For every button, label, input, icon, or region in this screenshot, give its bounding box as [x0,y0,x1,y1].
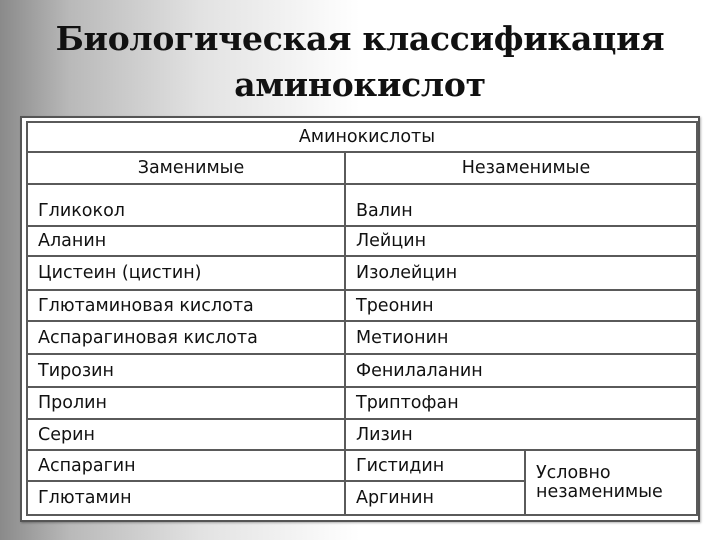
replaceable-cell: Аспарагиновая кислота [27,321,345,354]
replaceable-cell: Пролин [27,387,345,419]
table-row [27,419,697,450]
essential-cell: Изолейцин [345,256,697,290]
essential-cell: Гистидин [345,450,525,481]
table-row [27,290,697,321]
table-row [27,450,697,481]
conditional-label-line-1: Условно [536,462,611,483]
replaceable-cell: Серин [27,419,345,450]
essential-cell: Лизин [345,419,697,450]
essential-cell: Метионин [345,321,697,354]
title-line-2: аминокислот [234,65,486,104]
replaceable-cell: Глютаминовая кислота [27,290,345,321]
title-line-1: Биологическая классификация [55,19,665,58]
replaceable-cell: Цистеин (цистин) [27,256,345,290]
table-caption: Аминокислоты [27,122,697,152]
table-row [27,226,697,256]
table-row [27,256,697,290]
table-row [27,387,697,419]
replaceable-cell: Тирозин [27,354,345,387]
table-caption-row [27,122,697,152]
essential-cell: Валин [345,196,697,226]
table-row [27,196,697,226]
table-row [27,354,697,387]
amino-acid-table [26,121,698,516]
spacer-cell-left [27,184,345,196]
essential-cell: Лейцин [345,226,697,256]
table-spacer-row [27,184,697,196]
spacer-cell-right [345,184,697,196]
conditional-label-line-2: незаменимые [536,481,663,502]
table-row [27,321,697,354]
replaceable-cell: Глютамин [27,481,345,515]
essential-cell: Фенилаланин [345,354,697,387]
essential-cell: Триптофан [345,387,697,419]
conditionally-essential-cell [525,450,697,515]
replaceable-cell: Гликокол [27,196,345,226]
table-header-row [27,152,697,184]
essential-cell: Треонин [345,290,697,321]
column-header-essential: Незаменимые [345,152,697,184]
replaceable-cell: Аспарагин [27,450,345,481]
amino-acid-table-frame [20,116,700,522]
essential-cell: Аргинин [345,481,525,515]
replaceable-cell: Аланин [27,226,345,256]
column-header-replaceable: Заменимые [27,152,345,184]
slide-title [0,16,720,108]
